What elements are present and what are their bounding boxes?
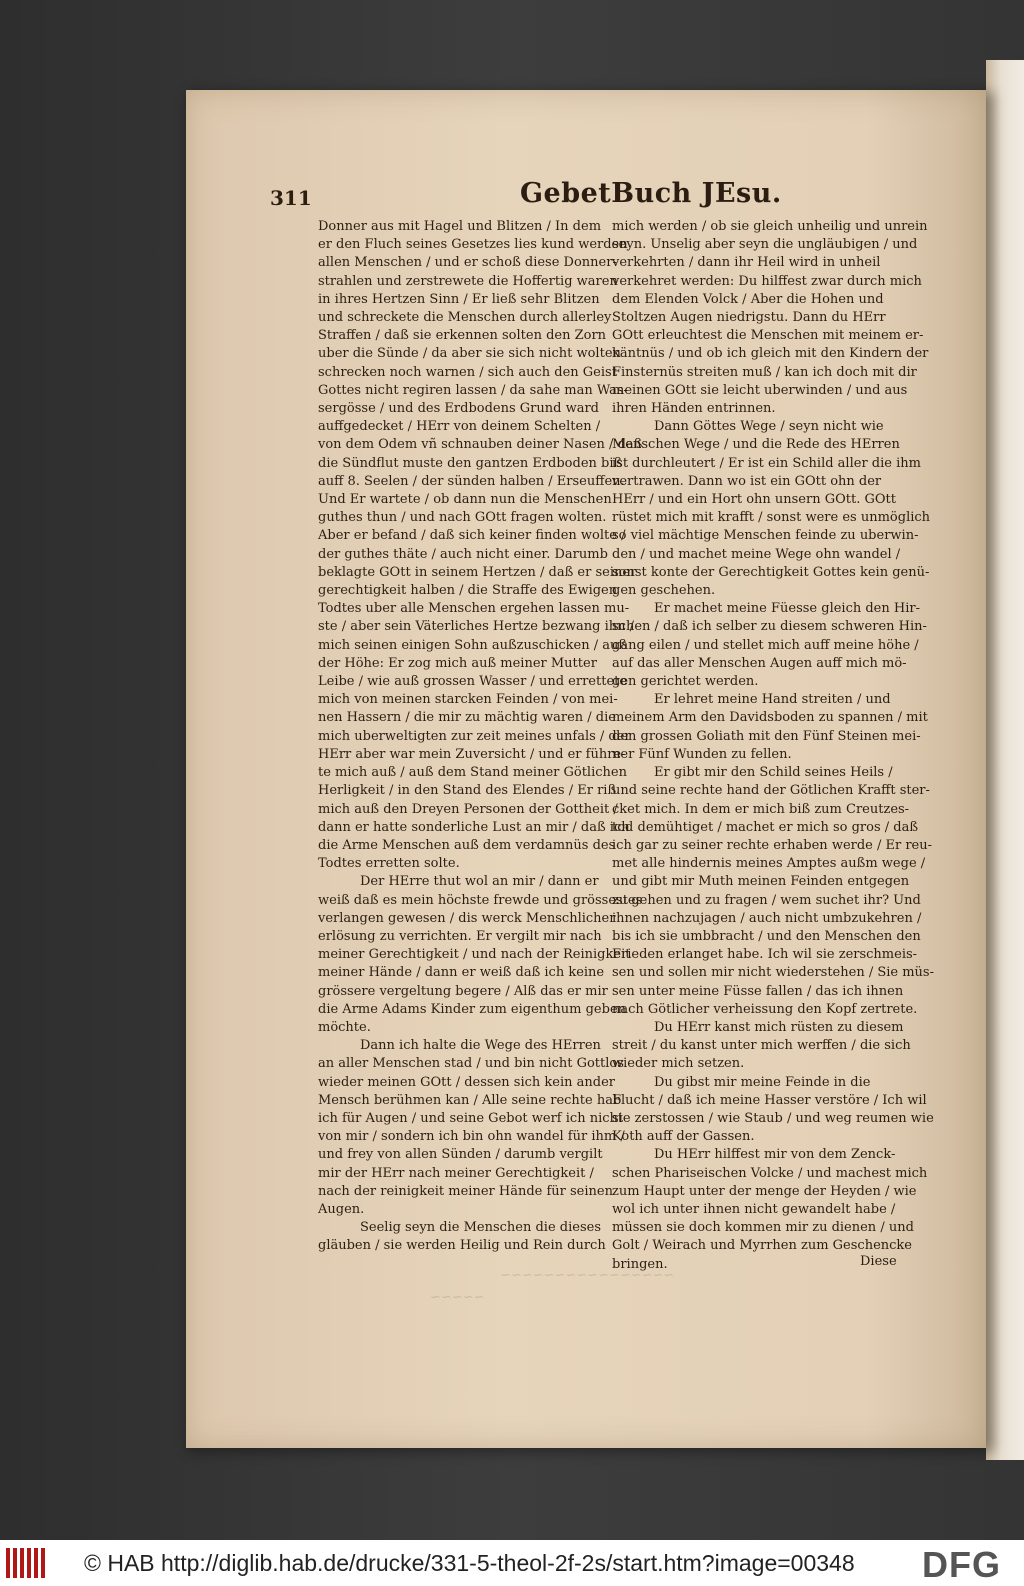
text-line: Er gibt mir den Schild seines Heils / xyxy=(654,765,893,781)
text-line: nach der reinigkeit meiner Hände für seinen xyxy=(318,1183,613,1199)
text-line: den grossen Goliath mit den Fünf Steinen mei- xyxy=(612,728,921,744)
text-line: Straffen / daß sie erkennen solten den Zorn xyxy=(318,328,607,344)
text-line: mich seinen einigen Sohn außzuschicken / auß xyxy=(318,637,628,653)
text-line: gläuben / sie werden Heilig und Rein durch xyxy=(318,1238,606,1254)
text-line: grössere vergeltung begere / Alß das er mir xyxy=(318,983,608,999)
text-line: käntnüs / und ob ich gleich mit den Kindern der xyxy=(612,346,929,362)
text-line: die Arme Menschen auß dem verdamnüs des xyxy=(318,837,616,853)
text-line: sie zerstossen / wie Staub / und weg reumen wie xyxy=(612,1110,934,1126)
text-line: ner Fünf Wunden zu fellen. xyxy=(612,746,792,762)
text-line: mich von meinen starcken Feinden / von mei- xyxy=(318,692,618,708)
bleed-through-text: ~~~~~~~~~~~~~~~~ xyxy=(500,1268,675,1283)
text-column-right xyxy=(612,218,934,1274)
text-line: so viel mächtige Menschen feinde zu uberwin- xyxy=(612,528,919,544)
running-head: GebetBuch JEsu. xyxy=(520,178,782,209)
text-line: sen unter meine Füsse fallen / das ich ihnen xyxy=(612,983,904,999)
text-line: erlösung zu verrichten. Er vergilt mir nach xyxy=(318,928,602,944)
text-line: wol ich unter ihnen nicht gewandelt habe / xyxy=(612,1201,896,1217)
text-line: er den Fluch seines Gesetzes lies kund werden xyxy=(318,237,628,253)
text-column-left xyxy=(318,218,643,1256)
text-line: verkehret werden: Du hilffest zwar durch mich xyxy=(612,273,922,289)
text-line: sergösse / und des Erdbodens Grund ward xyxy=(318,401,600,417)
text-line: schrecken noch warnen / sich auch den Geist xyxy=(318,364,617,380)
text-line: und schreckete die Menschen durch allerley xyxy=(318,310,612,326)
text-line: cket mich. In dem er mich biß zum Creutzes- xyxy=(612,801,910,817)
text-line: strahlen und zerstrewete die Hoffertig waren xyxy=(318,273,618,289)
text-line: mich werden / ob sie gleich unheilig und unrein xyxy=(612,219,928,234)
text-line: gang eilen / und stellet mich auff meine höhe / xyxy=(612,637,919,653)
text-line: Todtes uber alle Menschen ergehen lassen mu- xyxy=(318,601,630,617)
text-line: ich gar zu seiner rechte erhaben werde / Er reu- xyxy=(612,837,933,853)
text-line: bringen. xyxy=(612,1256,668,1272)
text-line: ihren Händen entrinnen. xyxy=(612,401,776,417)
text-line: Seelig seyn die Menschen die dieses xyxy=(360,1220,601,1236)
text-line: guthes thun / und nach GOtt fragen wolten. xyxy=(318,510,607,526)
text-line: HErr / und ein Hort ohn unsern GOtt. GOtt xyxy=(612,492,896,508)
text-line: verkehrten / dann ihr Heil wird in unheil xyxy=(612,255,881,271)
hab-logo-icon xyxy=(6,1548,46,1578)
text-line: zu gehen und zu fragen / wem suchet ihr? Und xyxy=(612,892,921,908)
text-line: Gottes nicht regiren lassen / da sahe man Was- xyxy=(318,382,628,398)
text-line: Aber er befand / daß sich keiner finden wolte / xyxy=(318,528,626,544)
text-line: mich auß den Dreyen Personen der Gottheit / xyxy=(318,801,618,817)
text-line: die Arme Adams Kinder zum eigenthum geben xyxy=(318,1001,627,1017)
text-line: auff 8. Seelen / der sünden halben / Erseuffen. xyxy=(318,473,625,489)
text-line: ich für Augen / und seine Gebot werf ich nicht xyxy=(318,1110,624,1126)
text-line: Menschen Wege / und die Rede des HErren xyxy=(612,437,900,453)
text-line: ste / aber sein Väterliches Hertze bezwang ihn / xyxy=(318,619,635,635)
text-line: bis ich sie umbbracht / und den Menschen den xyxy=(612,928,921,944)
text-line: Und Er wartete / ob dann nun die Menschen xyxy=(318,492,612,508)
text-line: vertrawen. Dann wo ist ein GOtt ohn der xyxy=(612,473,882,489)
text-line: der guthes thäte / auch nicht einer. Darumb xyxy=(318,546,608,562)
text-line: die Sündflut muste den gantzen Erdboden biß xyxy=(318,455,623,471)
catchword: Diese xyxy=(860,1254,897,1269)
text-line: auf das aller Menschen Augen auff mich mö- xyxy=(612,655,907,671)
text-line: sen und sollen mir nicht wiederstehen / Sie müs- xyxy=(612,965,934,981)
text-line: gerechtigkeit halben / die Straffe des Ewigen xyxy=(318,583,618,599)
text-line: nen Hassern / die mir zu mächtig waren / die xyxy=(318,710,616,726)
text-line: dann er hatte sonderliche Lust an mir / daß ich xyxy=(318,819,630,835)
text-line: HErr aber war mein Zuversicht / und er führe- xyxy=(318,746,626,762)
text-line: ihnen nachzujagen / auch nicht umbzukehren / xyxy=(612,910,922,926)
text-line: meinen GOtt sie leicht uberwinden / und aus xyxy=(612,382,908,398)
text-line: rüstet mich mit krafft / sonst were es unmöglich xyxy=(612,510,931,526)
text-line: streit / du kanst unter mich werffen / die sich xyxy=(612,1038,911,1054)
text-line: allen Menschen / und er schoß diese Donner- xyxy=(318,255,617,271)
text-line: den / und machet meine Wege ohn wandel / xyxy=(612,546,901,562)
text-line: und frey von allen Sünden / darumb vergilt xyxy=(318,1147,603,1163)
text-line: Er machet meine Füesse gleich den Hir- xyxy=(654,601,920,617)
text-line: Stoltzen Augen niedrigstu. Dann du HErr xyxy=(612,310,886,326)
text-line: Donner aus mit Hagel und Blitzen / In dem xyxy=(318,219,602,234)
text-line: nach Götlicher verheissung den Kopf zertrete. xyxy=(612,1001,918,1017)
text-line: Er lehret meine Hand streiten / und xyxy=(654,692,891,708)
text-line: Flucht / daß ich meine Hasser verstöre / Ich wil xyxy=(612,1092,927,1108)
text-line: möchte. xyxy=(318,1019,371,1035)
text-line: weiß daß es mein höchste frewde und grössestes xyxy=(318,892,643,908)
text-line: gen gerichtet werden. xyxy=(612,674,759,690)
text-line: meiner Gerechtigkeit / und nach der Reinigkeit xyxy=(318,947,631,963)
text-line: schen / daß ich selber zu diesem schweren Hin- xyxy=(612,619,927,635)
text-line: in ihres Hertzen Sinn / Er ließ sehr Blitzen xyxy=(318,291,600,307)
text-line: schen Phariseischen Volcke / und machest mich xyxy=(612,1165,928,1181)
copyright-link[interactable]: © HAB http://diglib.hab.de/drucke/331-5-theol-2f-2s/start.htm?image=00348 xyxy=(84,1550,855,1576)
text-line: Herligkeit / in den Stand des Elendes / Er riß xyxy=(318,783,617,799)
text-line: Der HErre thut wol an mir / dann er xyxy=(360,874,599,890)
text-line: und gibt mir Muth meinen Feinden entgegen xyxy=(612,874,910,890)
text-line: Frieden erlanget habe. Ich wil sie zerschmeis- xyxy=(612,947,918,963)
text-line: te mich auß / auß dem Stand meiner Götlichen xyxy=(318,765,627,781)
text-line: Leibe / wie auß grossen Wasser / und errettete xyxy=(318,674,628,690)
text-line: meiner Hände / dann er weiß daß ich keine xyxy=(318,965,605,981)
text-line: beklagte GOtt in seinem Hertzen / daß er seiner xyxy=(318,564,637,580)
text-line: und seine rechte hand der Götlichen Krafft ster- xyxy=(612,783,930,799)
text-line: Du gibst mir meine Feinde in die xyxy=(654,1074,871,1090)
text-line: ist durchleutert / Er ist ein Schild aller die ihm xyxy=(612,455,921,471)
text-line: an aller Menschen stad / und bin nicht Gottlos xyxy=(318,1056,624,1072)
text-line: GOtt erleuchtest die Menschen mit meinem er- xyxy=(612,328,924,344)
text-line: mich uberweltigten zur zeit meines unfals / der xyxy=(318,728,631,744)
text-line: met alle hindernis meines Amptes außm wege / xyxy=(612,856,926,872)
text-line: Dann ich halte die Wege des HErren xyxy=(360,1038,601,1054)
text-line: tod demühtiget / machet er mich so gros / daß xyxy=(612,819,919,835)
text-line: Mensch berühmen kan / Alle seine rechte hab xyxy=(318,1092,622,1108)
text-line: der Höhe: Er zog mich auß meiner Mutter xyxy=(318,655,597,671)
text-line: Du HErr kanst mich rüsten zu diesem xyxy=(654,1019,904,1035)
page-number: 311 xyxy=(270,186,312,210)
text-line: seyn. Unselig aber seyn die ungläubigen / und xyxy=(612,237,918,253)
text-line: verlangen gewesen / dis werck Menschlicher xyxy=(318,910,616,926)
text-line: von mir / sondern ich bin ohn wandel für ihm / xyxy=(318,1129,625,1145)
text-line: Finsternüs streiten muß / kan ich doch mit dir xyxy=(612,364,917,380)
text-line: mir der HErr nach meiner Gerechtigkeit / xyxy=(318,1165,594,1181)
text-line: zum Haupt unter der menge der Heyden / wie xyxy=(612,1183,917,1199)
text-line: Koth auff der Gassen. xyxy=(612,1129,755,1145)
text-line: müssen sie doch kommen mir zu dienen / und xyxy=(612,1220,914,1236)
text-line: sonst konte der Gerechtigkeit Gottes kein genü- xyxy=(612,564,930,580)
text-line: meinem Arm den Davidsboden zu spannen / mit xyxy=(612,710,928,726)
text-line: Augen. xyxy=(318,1201,365,1217)
text-line: wieder mich setzen. xyxy=(612,1056,745,1072)
text-line: Dann Göttes Wege / seyn nicht wie xyxy=(654,419,884,435)
text-line: Golt / Weirach und Myrrhen zum Geschencke xyxy=(612,1238,912,1254)
bleed-through-text: ~~~~~ xyxy=(430,1290,485,1305)
text-line: gen geschehen. xyxy=(612,583,716,599)
text-line: wieder meinen GOtt / dessen sich kein ander xyxy=(318,1074,615,1090)
text-line: Du HErr hilffest mir von dem Zenck- xyxy=(654,1147,896,1163)
text-line: uber die Sünde / da aber sie sich nicht wolten xyxy=(318,346,621,362)
text-line: Todtes erretten solte. xyxy=(318,856,460,872)
footer-bar xyxy=(0,1540,1024,1586)
text-line: dem Elenden Volck / Aber die Hohen und xyxy=(612,291,884,307)
text-line: von dem Odem vñ schnauben deiner Nasen / daß xyxy=(318,437,643,453)
dfg-logo: DFG xyxy=(922,1544,1001,1585)
text-line: auffgedecket / HErr von deinem Schelten / xyxy=(318,419,601,435)
